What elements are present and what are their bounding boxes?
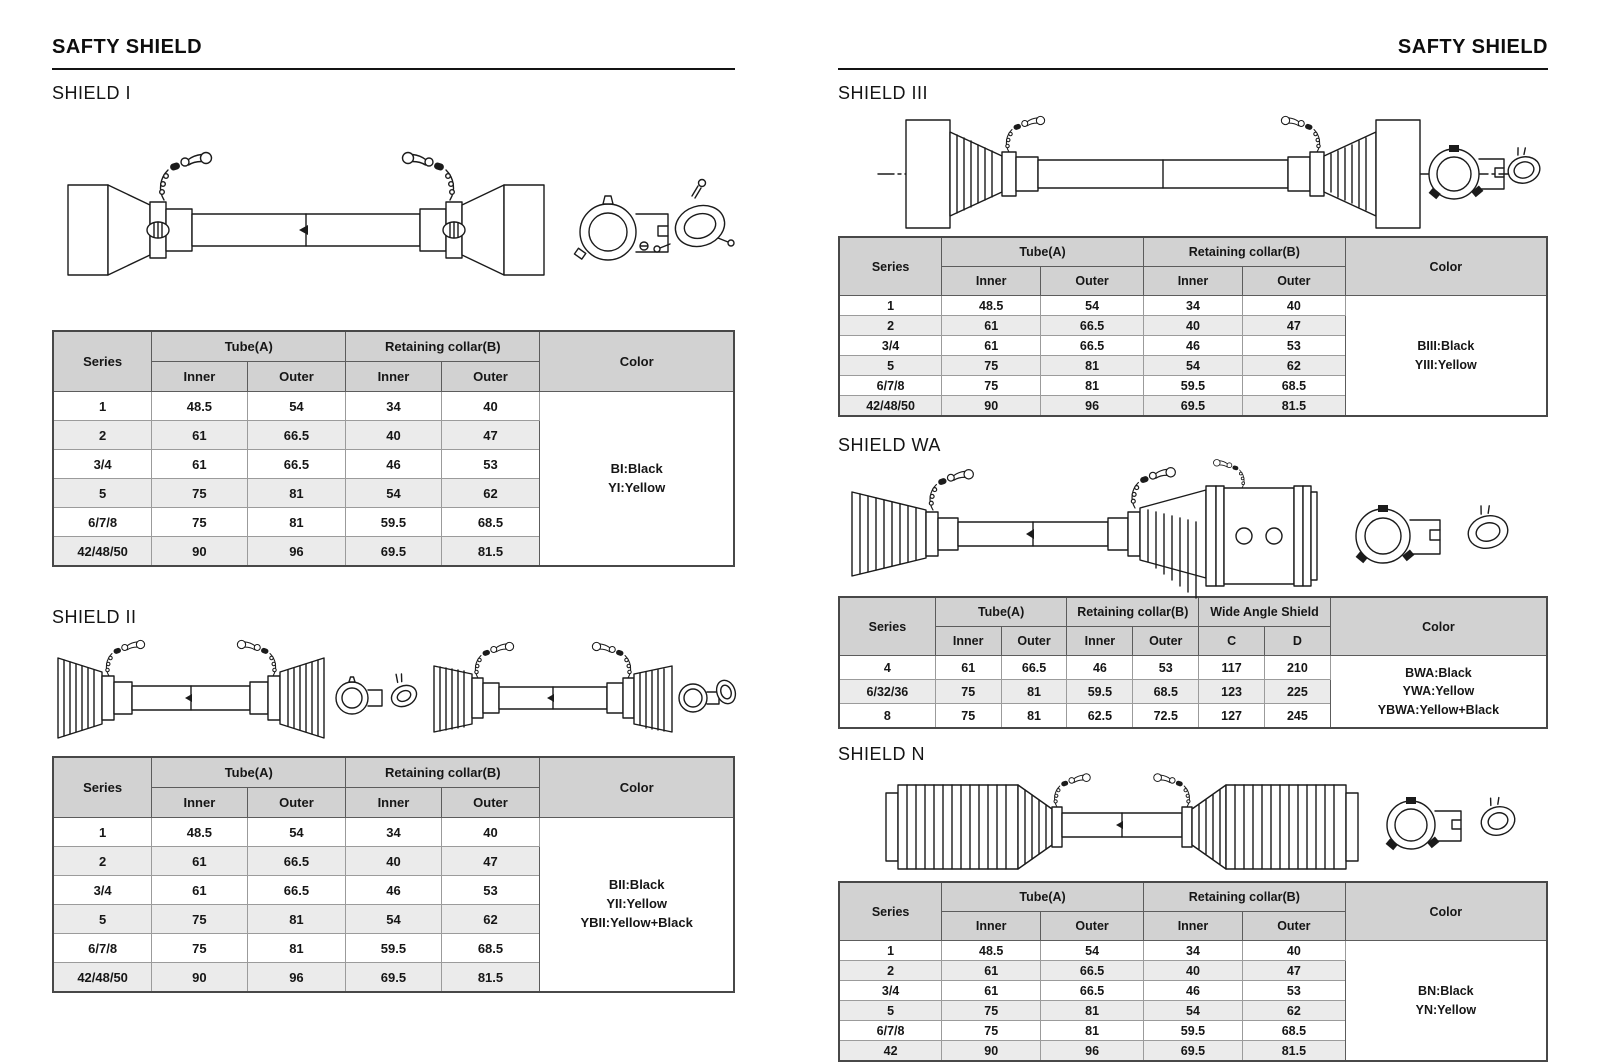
retaining-collar-front xyxy=(1356,505,1440,563)
table-cell: 210 xyxy=(1265,656,1331,680)
table-cell: 47 xyxy=(1243,316,1346,336)
table-cell: 54 xyxy=(1143,1001,1242,1021)
table-cell: 59.5 xyxy=(346,934,441,963)
table-cell: 53 xyxy=(1243,336,1346,356)
table-cell: 42/48/50 xyxy=(53,963,152,993)
wide-angle-guard-right xyxy=(1108,486,1317,598)
table-cell: 62 xyxy=(441,479,540,508)
table-cell: 75 xyxy=(152,508,247,537)
table-cell: 40 xyxy=(346,421,441,450)
table-cell: 2 xyxy=(53,421,152,450)
col-outer: Outer xyxy=(1041,912,1144,941)
table-cell: 40 xyxy=(441,392,540,421)
col-tube-a: Tube(A) xyxy=(152,331,346,362)
table-cell: 75 xyxy=(152,479,247,508)
color-option: YI:Yellow xyxy=(608,479,666,495)
shaft-tube xyxy=(192,214,420,246)
table-cell: 47 xyxy=(441,421,540,450)
table-cell: 54 xyxy=(1041,941,1144,961)
col-color: Color xyxy=(1345,237,1547,296)
table-cell: 90 xyxy=(152,963,247,993)
table-cell: 225 xyxy=(1265,680,1331,704)
col-inner: Inner xyxy=(1143,267,1242,296)
safety-chain-icon xyxy=(592,642,631,678)
table-cell: 61 xyxy=(152,450,247,479)
col-tube-a: Tube(A) xyxy=(942,882,1144,912)
table-cell: 75 xyxy=(935,704,1001,729)
shield-n-drawing xyxy=(838,771,1548,873)
col-outer: Outer xyxy=(441,362,540,392)
table-cell: 2 xyxy=(839,961,942,981)
table-header xyxy=(839,597,1547,656)
page-title-left: SAFTY SHIELD xyxy=(52,36,203,58)
col-series: Series xyxy=(53,757,152,818)
col-inner: Inner xyxy=(942,267,1041,296)
shield-wa-drawing xyxy=(838,462,1548,588)
col-outer: Outer xyxy=(247,362,346,392)
col-retaining-collar-b: Retaining collar(B) xyxy=(346,757,540,788)
table-cell: 61 xyxy=(942,961,1041,981)
col-outer: Outer xyxy=(1001,627,1067,656)
table-cell: 69.5 xyxy=(346,963,441,993)
table-header xyxy=(53,757,734,818)
table-cell: 34 xyxy=(346,392,441,421)
table-cell: 81.5 xyxy=(441,963,540,993)
section-title-shield-1: SHIELD I xyxy=(52,83,132,103)
shaft-guard-right xyxy=(420,185,544,275)
table-cell: 6/32/36 xyxy=(839,680,935,704)
retaining-collar-tilted xyxy=(1462,501,1512,553)
table-cell: 72.5 xyxy=(1133,704,1199,729)
retaining-collar-front xyxy=(1386,797,1461,850)
table-cell: 68.5 xyxy=(1243,1021,1346,1041)
table-cell: 68.5 xyxy=(1133,680,1199,704)
table-row xyxy=(839,656,1547,680)
table-cell: 75 xyxy=(152,934,247,963)
table-cell: 40 xyxy=(1243,296,1346,316)
section-title-shield-wa: SHIELD WA xyxy=(838,435,941,455)
retaining-collar-tilted xyxy=(713,678,738,707)
table-cell: 81 xyxy=(1001,704,1067,729)
bellows-guard-shaft xyxy=(434,666,672,732)
col-outer: Outer xyxy=(1243,912,1346,941)
color-option: YBWA:Yellow+Black xyxy=(1377,702,1500,717)
table-cell: 40 xyxy=(1143,961,1242,981)
safety-chain-icon xyxy=(475,642,514,678)
table-cell: 117 xyxy=(1199,656,1265,680)
left-column xyxy=(52,36,735,993)
safety-chain-icon xyxy=(1006,116,1045,152)
table-cell: 61 xyxy=(942,981,1041,1001)
shield-1-drawing xyxy=(52,110,735,322)
table-cell: 66.5 xyxy=(1041,981,1144,1001)
col-retaining-collar-b: Retaining collar(B) xyxy=(1143,237,1345,267)
table-cell: 81 xyxy=(1041,356,1144,376)
table-cell: 68.5 xyxy=(1243,376,1346,396)
table-cell: 5 xyxy=(839,1001,942,1021)
color-option: BN:Black xyxy=(1418,984,1474,999)
col-inner: Inner xyxy=(346,788,441,818)
section-title-shield-2: SHIELD II xyxy=(52,607,137,627)
table-cell: 34 xyxy=(1143,941,1242,961)
table-cell: 62.5 xyxy=(1067,704,1133,729)
table-cell: 5 xyxy=(53,905,152,934)
table-cell: 69.5 xyxy=(1143,396,1242,417)
col-outer: Outer xyxy=(1243,267,1346,296)
table-cell: 54 xyxy=(247,392,346,421)
table-cell: 1 xyxy=(53,392,152,421)
table-cell: 54 xyxy=(1143,356,1242,376)
retaining-collar-front xyxy=(336,677,382,714)
col-series: Series xyxy=(839,597,935,656)
color-option: BII:Black xyxy=(608,877,665,893)
table-cell: 5 xyxy=(839,356,942,376)
table-cell: 3/4 xyxy=(839,981,942,1001)
color-options-cell xyxy=(540,392,734,567)
table-cell: 69.5 xyxy=(346,537,441,567)
table-cell: 66.5 xyxy=(247,847,346,876)
table-cell: 66.5 xyxy=(1041,336,1144,356)
table-cell: 40 xyxy=(441,818,540,847)
table-cell: 6/7/8 xyxy=(839,1021,942,1041)
table-cell: 66.5 xyxy=(1041,961,1144,981)
safety-chain-icon xyxy=(237,640,276,676)
safety-chain-icon xyxy=(1214,460,1245,489)
color-option: YIII:Yellow xyxy=(1414,357,1477,372)
color-options-cell xyxy=(1345,941,1547,1062)
col-inner: Inner xyxy=(1067,627,1133,656)
safety-chain-icon xyxy=(1054,774,1090,807)
bellows-guard-left xyxy=(886,785,1062,869)
col-inner: Inner xyxy=(346,362,441,392)
col-color: Color xyxy=(1345,882,1547,941)
table-cell: 75 xyxy=(152,905,247,934)
table-header xyxy=(839,237,1547,296)
shield-3-drawing xyxy=(838,110,1548,228)
table-cell: 6/7/8 xyxy=(53,508,152,537)
right-column xyxy=(838,36,1548,1062)
table-cell: 46 xyxy=(1143,336,1242,356)
retaining-collar-tilted xyxy=(1503,144,1543,187)
col-d: D xyxy=(1265,627,1331,656)
table-cell: 59.5 xyxy=(1143,376,1242,396)
table-cell: 96 xyxy=(1041,1041,1144,1062)
col-tube-a: Tube(A) xyxy=(152,757,346,788)
color-option: BI:Black xyxy=(610,460,663,476)
table-cell: 81.5 xyxy=(1243,396,1346,417)
table-cell: 48.5 xyxy=(942,941,1041,961)
table-cell: 53 xyxy=(1243,981,1346,1001)
table-cell: 127 xyxy=(1199,704,1265,729)
table-cell: 3/4 xyxy=(53,876,152,905)
header-rule-left xyxy=(52,68,735,70)
table-cell: 42/48/50 xyxy=(53,537,152,567)
table-cell: 81 xyxy=(1041,1021,1144,1041)
table-cell: 3/4 xyxy=(53,450,152,479)
color-options-cell xyxy=(1330,656,1547,729)
table-cell: 53 xyxy=(441,876,540,905)
table-cell: 81 xyxy=(1041,1001,1144,1021)
col-outer: Outer xyxy=(1133,627,1199,656)
col-color: Color xyxy=(540,331,734,392)
table-cell: 54 xyxy=(247,818,346,847)
table-cell: 42 xyxy=(839,1041,942,1062)
retaining-collar-tilted xyxy=(654,180,734,253)
table-cell: 90 xyxy=(152,537,247,567)
table-cell: 1 xyxy=(53,818,152,847)
col-series: Series xyxy=(839,237,942,296)
table-cell: 8 xyxy=(839,704,935,729)
col-series: Series xyxy=(53,331,152,392)
col-retaining-collar-b: Retaining collar(B) xyxy=(1143,882,1345,912)
table-row xyxy=(839,296,1547,316)
col-inner: Inner xyxy=(1143,912,1242,941)
table-cell: 96 xyxy=(247,963,346,993)
table-cell: 123 xyxy=(1199,680,1265,704)
table-cell: 62 xyxy=(1243,356,1346,376)
table-cell: 81.5 xyxy=(1243,1041,1346,1062)
table-cell: 54 xyxy=(346,479,441,508)
col-inner: Inner xyxy=(942,912,1041,941)
table-cell: 96 xyxy=(1041,396,1144,417)
table-cell: 66.5 xyxy=(247,876,346,905)
table-row xyxy=(53,818,734,847)
table-cell: 59.5 xyxy=(1143,1021,1242,1041)
section-title-shield-n: SHIELD N xyxy=(838,744,926,764)
table-cell: 46 xyxy=(346,450,441,479)
table-cell: 75 xyxy=(942,1001,1041,1021)
col-tube-a: Tube(A) xyxy=(942,237,1144,267)
table-cell: 81 xyxy=(1041,376,1144,396)
col-color: Color xyxy=(1330,597,1547,656)
safety-chain-icon xyxy=(1154,774,1190,807)
table-cell: 48.5 xyxy=(152,392,247,421)
table-cell: 66.5 xyxy=(1001,656,1067,680)
safety-chain-icon xyxy=(403,153,455,201)
table-cell: 46 xyxy=(346,876,441,905)
table-cell: 2 xyxy=(53,847,152,876)
table-cell: 66.5 xyxy=(1041,316,1144,336)
table-cell: 81 xyxy=(247,479,346,508)
table-cell: 81.5 xyxy=(441,537,540,567)
bellows-cone-left xyxy=(852,492,958,576)
table-cell: 61 xyxy=(942,316,1041,336)
table-cell: 54 xyxy=(346,905,441,934)
table-cell: 6/7/8 xyxy=(53,934,152,963)
table-cell: 75 xyxy=(942,376,1041,396)
col-outer: Outer xyxy=(1041,267,1144,296)
table-cell: 59.5 xyxy=(1067,680,1133,704)
table-cell: 90 xyxy=(942,396,1041,417)
retaining-collar-tilted xyxy=(1474,793,1518,840)
col-retaining-collar-b: Retaining collar(B) xyxy=(1067,597,1199,627)
color-options-cell xyxy=(1345,296,1547,417)
table-cell: 4 xyxy=(839,656,935,680)
table-cell: 40 xyxy=(1143,316,1242,336)
table-cell: 68.5 xyxy=(441,508,540,537)
table-cell: 75 xyxy=(942,1021,1041,1041)
col-c: C xyxy=(1199,627,1265,656)
ribbed-guard-shaft xyxy=(58,658,324,738)
table-cell: 48.5 xyxy=(152,818,247,847)
table-cell: 68.5 xyxy=(441,934,540,963)
table-cell: 2 xyxy=(839,316,942,336)
color-option: YII:Yellow xyxy=(606,896,668,912)
safety-chain-icon xyxy=(160,153,212,201)
col-tube-a: Tube(A) xyxy=(935,597,1067,627)
table-cell: 3/4 xyxy=(839,336,942,356)
table-row xyxy=(53,392,734,421)
table-cell: 40 xyxy=(1243,941,1346,961)
table-cell: 46 xyxy=(1067,656,1133,680)
table-cell: 47 xyxy=(1243,961,1346,981)
safety-chain-icon xyxy=(929,470,973,510)
table-cell: 61 xyxy=(942,336,1041,356)
retaining-collar-tilted xyxy=(382,670,420,711)
table-cell: 61 xyxy=(152,876,247,905)
table-cell: 6/7/8 xyxy=(839,376,942,396)
table-cell: 245 xyxy=(1265,704,1331,729)
table-cell: 75 xyxy=(942,356,1041,376)
shaft-guard-left xyxy=(68,185,192,275)
table-cell: 62 xyxy=(1243,1001,1346,1021)
col-inner: Inner xyxy=(152,788,247,818)
color-option: YWA:Yellow xyxy=(1402,684,1475,699)
col-inner: Inner xyxy=(935,627,1001,656)
color-options-cell xyxy=(540,818,734,993)
table-cell: 1 xyxy=(839,296,942,316)
table-cell: 54 xyxy=(1041,296,1144,316)
table-cell: 96 xyxy=(247,537,346,567)
table-cell: 1 xyxy=(839,941,942,961)
color-option: BWA:Black xyxy=(1405,666,1472,681)
table-cell: 48.5 xyxy=(942,296,1041,316)
shield-2-drawing xyxy=(52,636,735,748)
table-cell: 81 xyxy=(1001,680,1067,704)
retaining-collar-front xyxy=(679,684,719,712)
shield-2-table xyxy=(52,756,735,993)
table-cell: 53 xyxy=(441,450,540,479)
color-option: YN:Yellow xyxy=(1415,1002,1477,1017)
header-rule-right xyxy=(838,68,1548,70)
retaining-collar-front xyxy=(1429,145,1504,199)
table-cell: 69.5 xyxy=(1143,1041,1242,1062)
col-retaining-collar-b: Retaining collar(B) xyxy=(346,331,540,362)
cone-guard-right xyxy=(1288,120,1420,228)
table-cell: 53 xyxy=(1133,656,1199,680)
table-cell: 81 xyxy=(247,934,346,963)
table-header xyxy=(839,882,1547,941)
table-cell: 66.5 xyxy=(247,421,346,450)
table-cell: 75 xyxy=(935,680,1001,704)
table-cell: 34 xyxy=(346,818,441,847)
table-cell: 61 xyxy=(152,847,247,876)
table-cell: 90 xyxy=(942,1041,1041,1062)
page-title-right: SAFTY SHIELD xyxy=(1397,36,1548,58)
shield-3-table xyxy=(838,236,1548,417)
col-color: Color xyxy=(540,757,734,818)
color-option: BIII:Black xyxy=(1417,339,1475,354)
table-row xyxy=(839,941,1547,961)
table-cell: 46 xyxy=(1143,981,1242,1001)
col-outer: Outer xyxy=(247,788,346,818)
color-option: YBII:Yellow+Black xyxy=(580,914,693,930)
table-cell: 62 xyxy=(441,905,540,934)
cone-guard-left xyxy=(906,120,1038,228)
table-cell: 66.5 xyxy=(247,450,346,479)
safety-chain-icon xyxy=(1281,116,1320,152)
section-title-shield-3: SHIELD III xyxy=(838,83,929,103)
table-cell: 61 xyxy=(935,656,1001,680)
col-series: Series xyxy=(839,882,942,941)
col-wide-angle-shield: Wide Angle Shield xyxy=(1199,597,1331,627)
table-header xyxy=(53,331,734,392)
table-cell: 81 xyxy=(247,905,346,934)
col-inner: Inner xyxy=(152,362,247,392)
safety-chain-icon xyxy=(106,640,145,676)
table-cell: 40 xyxy=(346,847,441,876)
table-cell: 34 xyxy=(1143,296,1242,316)
col-outer: Outer xyxy=(441,788,540,818)
table-cell: 61 xyxy=(152,421,247,450)
shield-wa-table xyxy=(838,596,1548,729)
table-cell: 47 xyxy=(441,847,540,876)
shield-1-table xyxy=(52,330,735,567)
bellows-guard-right xyxy=(1182,785,1358,869)
table-cell: 5 xyxy=(53,479,152,508)
table-cell: 59.5 xyxy=(346,508,441,537)
table-cell: 42/48/50 xyxy=(839,396,942,417)
shield-n-table xyxy=(838,881,1548,1062)
table-cell: 81 xyxy=(247,508,346,537)
